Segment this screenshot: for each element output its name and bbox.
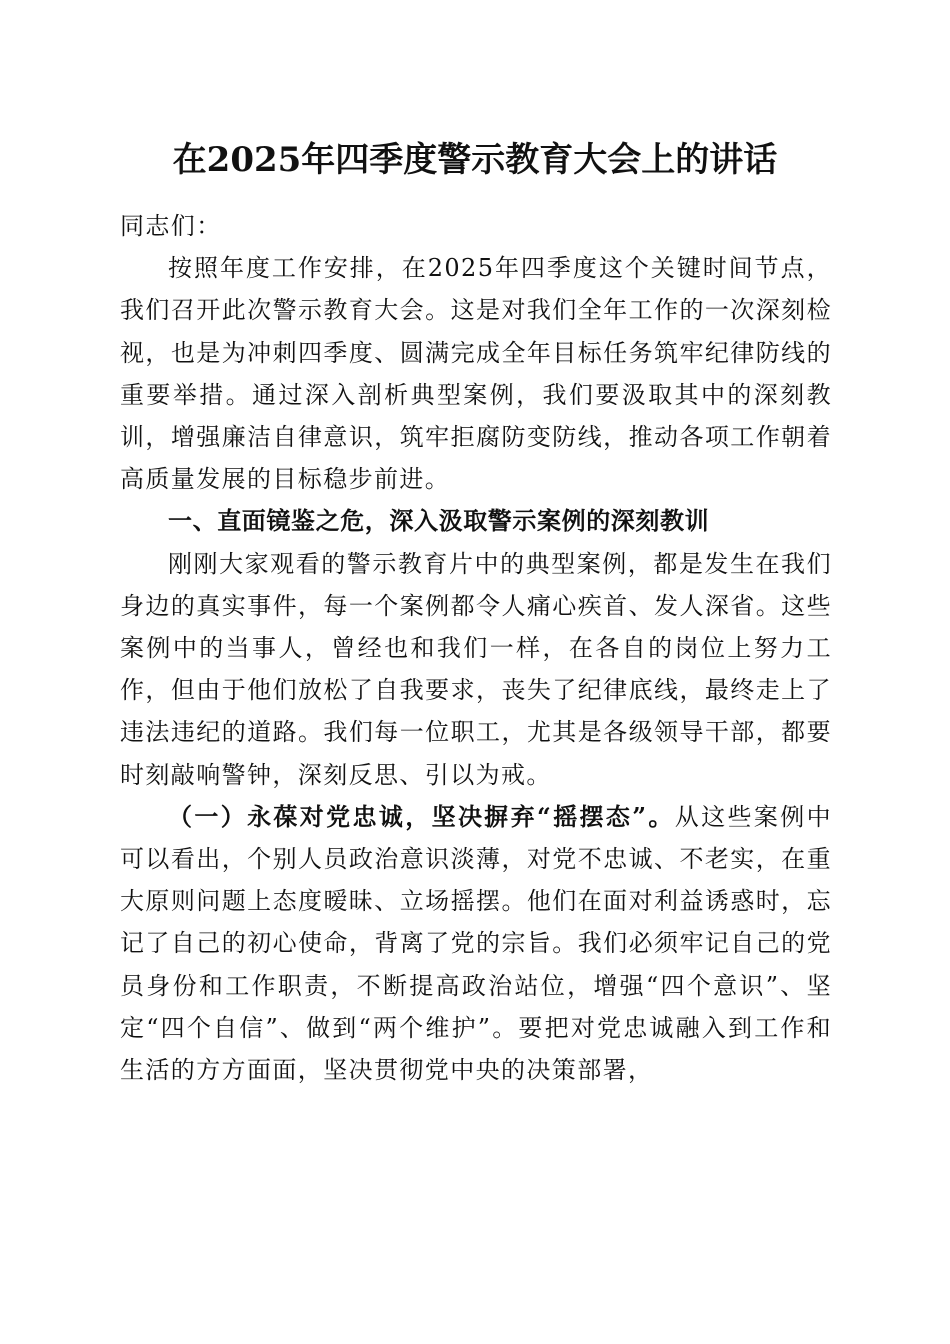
subsection-1-lead: （一）永葆对党忠诚，坚决摒弃“摇摆态”。 <box>168 801 675 831</box>
document-title: 在2025年四季度警示教育大会上的讲话 <box>172 140 778 180</box>
section-1-heading: 一、直面镜鉴之危，深入汲取警示案例的深刻教训 <box>168 507 710 536</box>
subsection-1-paragraph <box>120 796 832 1091</box>
intro-paragraph: 按照年度工作安排，在2025年四季度这个关键时间节点，我们召开此次警示教育大会。这是对我们全年工作的一次深刻检视，也是为冲刺四季度、圆满完成全年目标任务筑牢纪律防线的重要举措。通过深入剖析典型案例，我们要汲取其中的深刻教训，增强廉洁自律意识，筑牢拒腐防变防线，推动各项工作朝着高质量发展的目标稳步前进。 <box>120 254 832 494</box>
section-1-paragraph: 刚刚大家观看的警示教育片中的典型案例，都是发生在我们身边的真实事件，每一个案例都令人痛心疾首、发人深省。这些案例中的当事人，曾经也和我们一样，在各自的岗位上努力工作，但由于他们放松了自我要求，丧失了纪律底线，最终走上了违法违纪的道路。我们每一位职工，尤其是各级领导干部，都要时刻敲响警钟，深刻反思、引以为戒。 <box>120 549 832 789</box>
subsection-1-text: 从这些案例中可以看出，个别人员政治意识淡薄，对党不忠诚、不老实，在重大原则问题上态度暧昧、立场摇摆。他们在面对利益诱惑时，忘记了自己的初心使命，背离了党的宗旨。我们必须牢记自己的党员身份和工作职责，不断提高政治站位，增强“四个意识”、坚定“四个自信”、做到“两个维护”。要把对党忠诚融入到工作和生活的方方面面，坚决贯彻党中央的决策部署， <box>120 802 832 1085</box>
salutation: 同志们： <box>120 212 222 240</box>
document-body <box>120 205 832 1091</box>
